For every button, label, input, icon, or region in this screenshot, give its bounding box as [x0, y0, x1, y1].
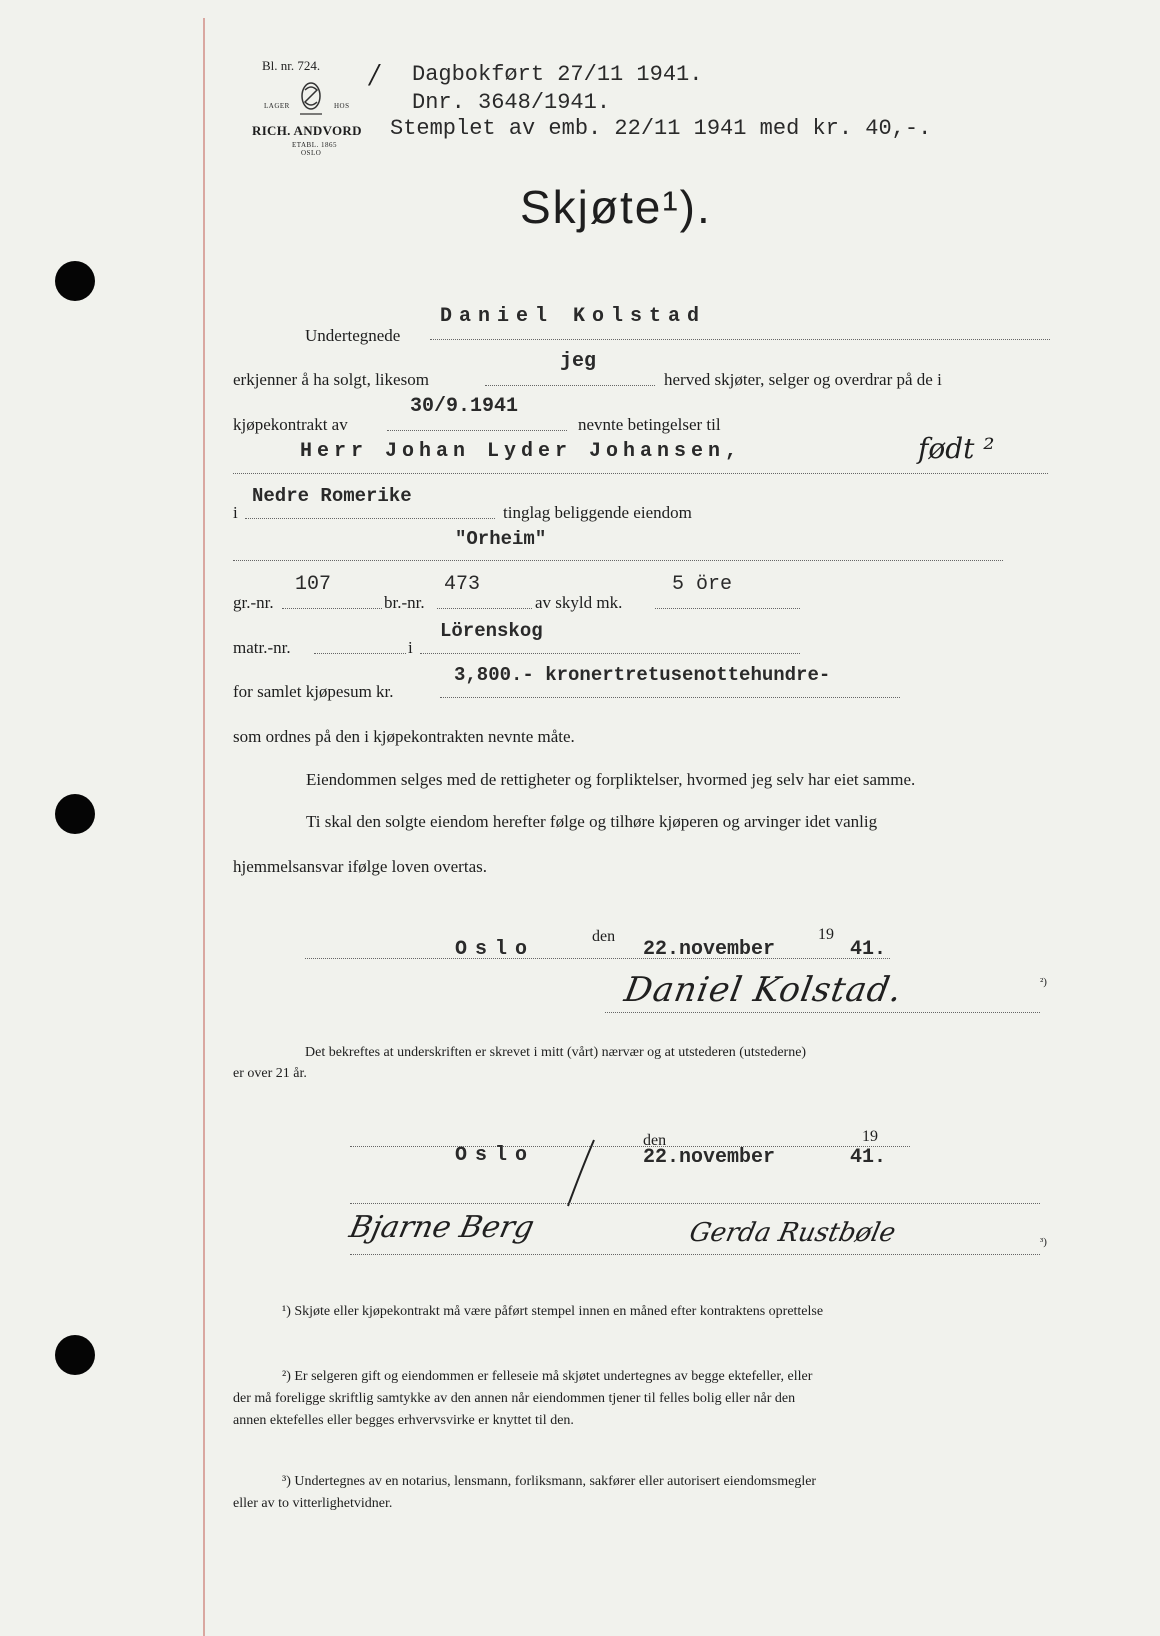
witness-pen-stroke-icon [560, 1138, 600, 1208]
footnote-2-line-2: der må foreligge skriftlig samtykke av den annen når eiendommen tjener til felles bolig eller når den [233, 1391, 796, 1406]
margin-rule [203, 18, 205, 1636]
nevnte-label: nevnte betingelser til [578, 415, 721, 434]
undertegnede-label: Undertegnede [305, 326, 401, 345]
signing-dotted-line [305, 958, 890, 959]
signing-date: 22.november [643, 938, 776, 961]
herved-label: herved skjøter, selger og overdrar på de i [664, 370, 942, 389]
buyer-note: født ² [918, 432, 995, 465]
witness-note-ref: ³) [1040, 1236, 1047, 1248]
printer-logo-left: LAGER [264, 102, 290, 110]
printer-emblem-icon [296, 80, 326, 116]
paragraph-transfer: Ti skal den solgte eiendom herefter følge og tilhøre kjøperen og arvinger idet vanlig [306, 812, 878, 831]
property-dotted-line [233, 560, 1003, 561]
contract-date: 30/9.1941 [410, 395, 519, 418]
erkjenner-label: erkjenner å ha solgt, likesom [233, 370, 429, 389]
signing-den-label: den [592, 928, 616, 945]
kommune-i-label: i [408, 638, 413, 657]
printer-logo [252, 80, 368, 160]
kjopesum-label: for samlet kjøpesum kr. [233, 682, 394, 701]
punch-hole-top [55, 261, 95, 301]
punch-hole-bottom [55, 1335, 95, 1375]
matr-label: matr.-nr. [233, 638, 291, 657]
witness-separator-dotted-line [350, 1203, 1040, 1204]
gnr-dotted-line [282, 608, 382, 609]
blankett-number: Bl. nr. 724. [262, 58, 321, 73]
signing-place: Oslo [455, 938, 536, 961]
footnote-2-line-3: annen ektefelles eller begges erhvervsvirke er knyttet til den. [233, 1413, 574, 1428]
seller-note-ref: ²) [1040, 976, 1047, 988]
seller-pronoun: jeg [560, 350, 597, 373]
signing-century: 19 [818, 926, 834, 943]
footnote-1: ¹) Skjøte eller kjøpekontrakt må være påført stempel innen en måned efter kontraktens oprettelse [282, 1304, 824, 1319]
footnote-2-line-1: ²) Er selgeren gift og eiendommen er felleseie må skjøtet undertegnes av begge ektefeller, eller [282, 1369, 813, 1384]
punch-hole-middle [55, 794, 95, 834]
bnr-value: 473 [444, 573, 481, 596]
kjopesum-dotted-line [440, 697, 900, 698]
witness-place: Oslo [455, 1144, 536, 1167]
tinglag-dotted-line [245, 518, 495, 519]
witness-text-2: er over 21 år. [233, 1066, 307, 1081]
witness-signature-dotted-line [350, 1254, 1040, 1255]
tinglag-value: Nedre Romerike [252, 485, 412, 507]
footnote-3-line-1: ³) Undertegnes av en notarius, lensmann, forliksmann, sakfører eller autorisert eiendomsmegler [282, 1474, 817, 1489]
gnr-label: gr.-nr. [233, 593, 274, 612]
registry-line-3: Stemplet av emb. 22/11 1941 med kr. 40,-. [390, 116, 932, 141]
paragraph-rights: Eiendommen selges med de rettigheter og forpliktelser, hvormed jeg selv har eiet samme. [306, 770, 916, 789]
gnr-value: 107 [295, 573, 332, 596]
witness-den-label: den [643, 1132, 667, 1149]
skyld-dotted-line [655, 608, 800, 609]
witness-date: 22.november [643, 1146, 776, 1169]
signing-year: 41. [850, 938, 887, 961]
tinglag-label: tinglag beliggende eiendom [503, 503, 692, 522]
i-label: i [233, 503, 238, 522]
printer-logo-right: HOS [334, 102, 350, 110]
skyld-value: 5 öre [672, 573, 733, 596]
paragraph-hjemmel: hjemmelsansvar ifølge loven overtas. [233, 857, 487, 876]
seller-signature-dotted-line [605, 1012, 1040, 1013]
witness-date-dotted-line [350, 1146, 910, 1147]
skyld-label: av skyld mk. [535, 593, 623, 612]
kommune-dotted-line [420, 653, 800, 654]
seller-dotted-line [430, 339, 1050, 340]
matr-dotted-line [314, 653, 406, 654]
printer-city: OSLO [301, 149, 322, 157]
seller-name: Daniel Kolstad [440, 305, 707, 328]
buyer-name: Herr Johan Lyder Johansen, [300, 440, 743, 463]
pronoun-dotted-line [485, 385, 655, 386]
bnr-label: br.-nr. [384, 593, 425, 612]
printer-name: RICH. ANDVORD [252, 123, 362, 138]
contract-date-dotted-line [387, 430, 567, 431]
witness-text-1: Det bekreftes at underskriften er skrevet i mitt (vårt) nærvær og at utstederen (utstederne) [305, 1045, 807, 1060]
kommune-value: Lörenskog [440, 620, 543, 642]
witness-signature-1: Bjarne Berg [346, 1210, 538, 1245]
witness-signature-2: Gerda Rustbøle [686, 1218, 899, 1248]
ordnes-text: som ordnes på den i kjøpekontrakten nevnte måte. [233, 727, 575, 746]
witness-century: 19 [862, 1128, 878, 1145]
kjopekontrakt-label: kjøpekontrakt av [233, 415, 348, 434]
registry-line-2: Dnr. 3648/1941. [412, 90, 611, 115]
footnote-3-line-2: eller av to vitterlighetvidner. [233, 1496, 393, 1511]
buyer-dotted-line [233, 473, 1048, 474]
printer-established: ETABL. 1865 [292, 141, 337, 149]
property-name: "Orheim" [455, 528, 547, 550]
bnr-dotted-line [437, 608, 532, 609]
hand-mark: / [370, 60, 379, 90]
witness-year: 41. [850, 1146, 887, 1169]
kjopesum-value: 3,800.- kronertretusenottehundre- [454, 664, 831, 686]
registry-line-1: Dagbokført 27/11 1941. [412, 62, 703, 87]
document-title: Skjøte¹). [520, 181, 712, 233]
seller-signature: Daniel Kolstad. [621, 970, 906, 1010]
